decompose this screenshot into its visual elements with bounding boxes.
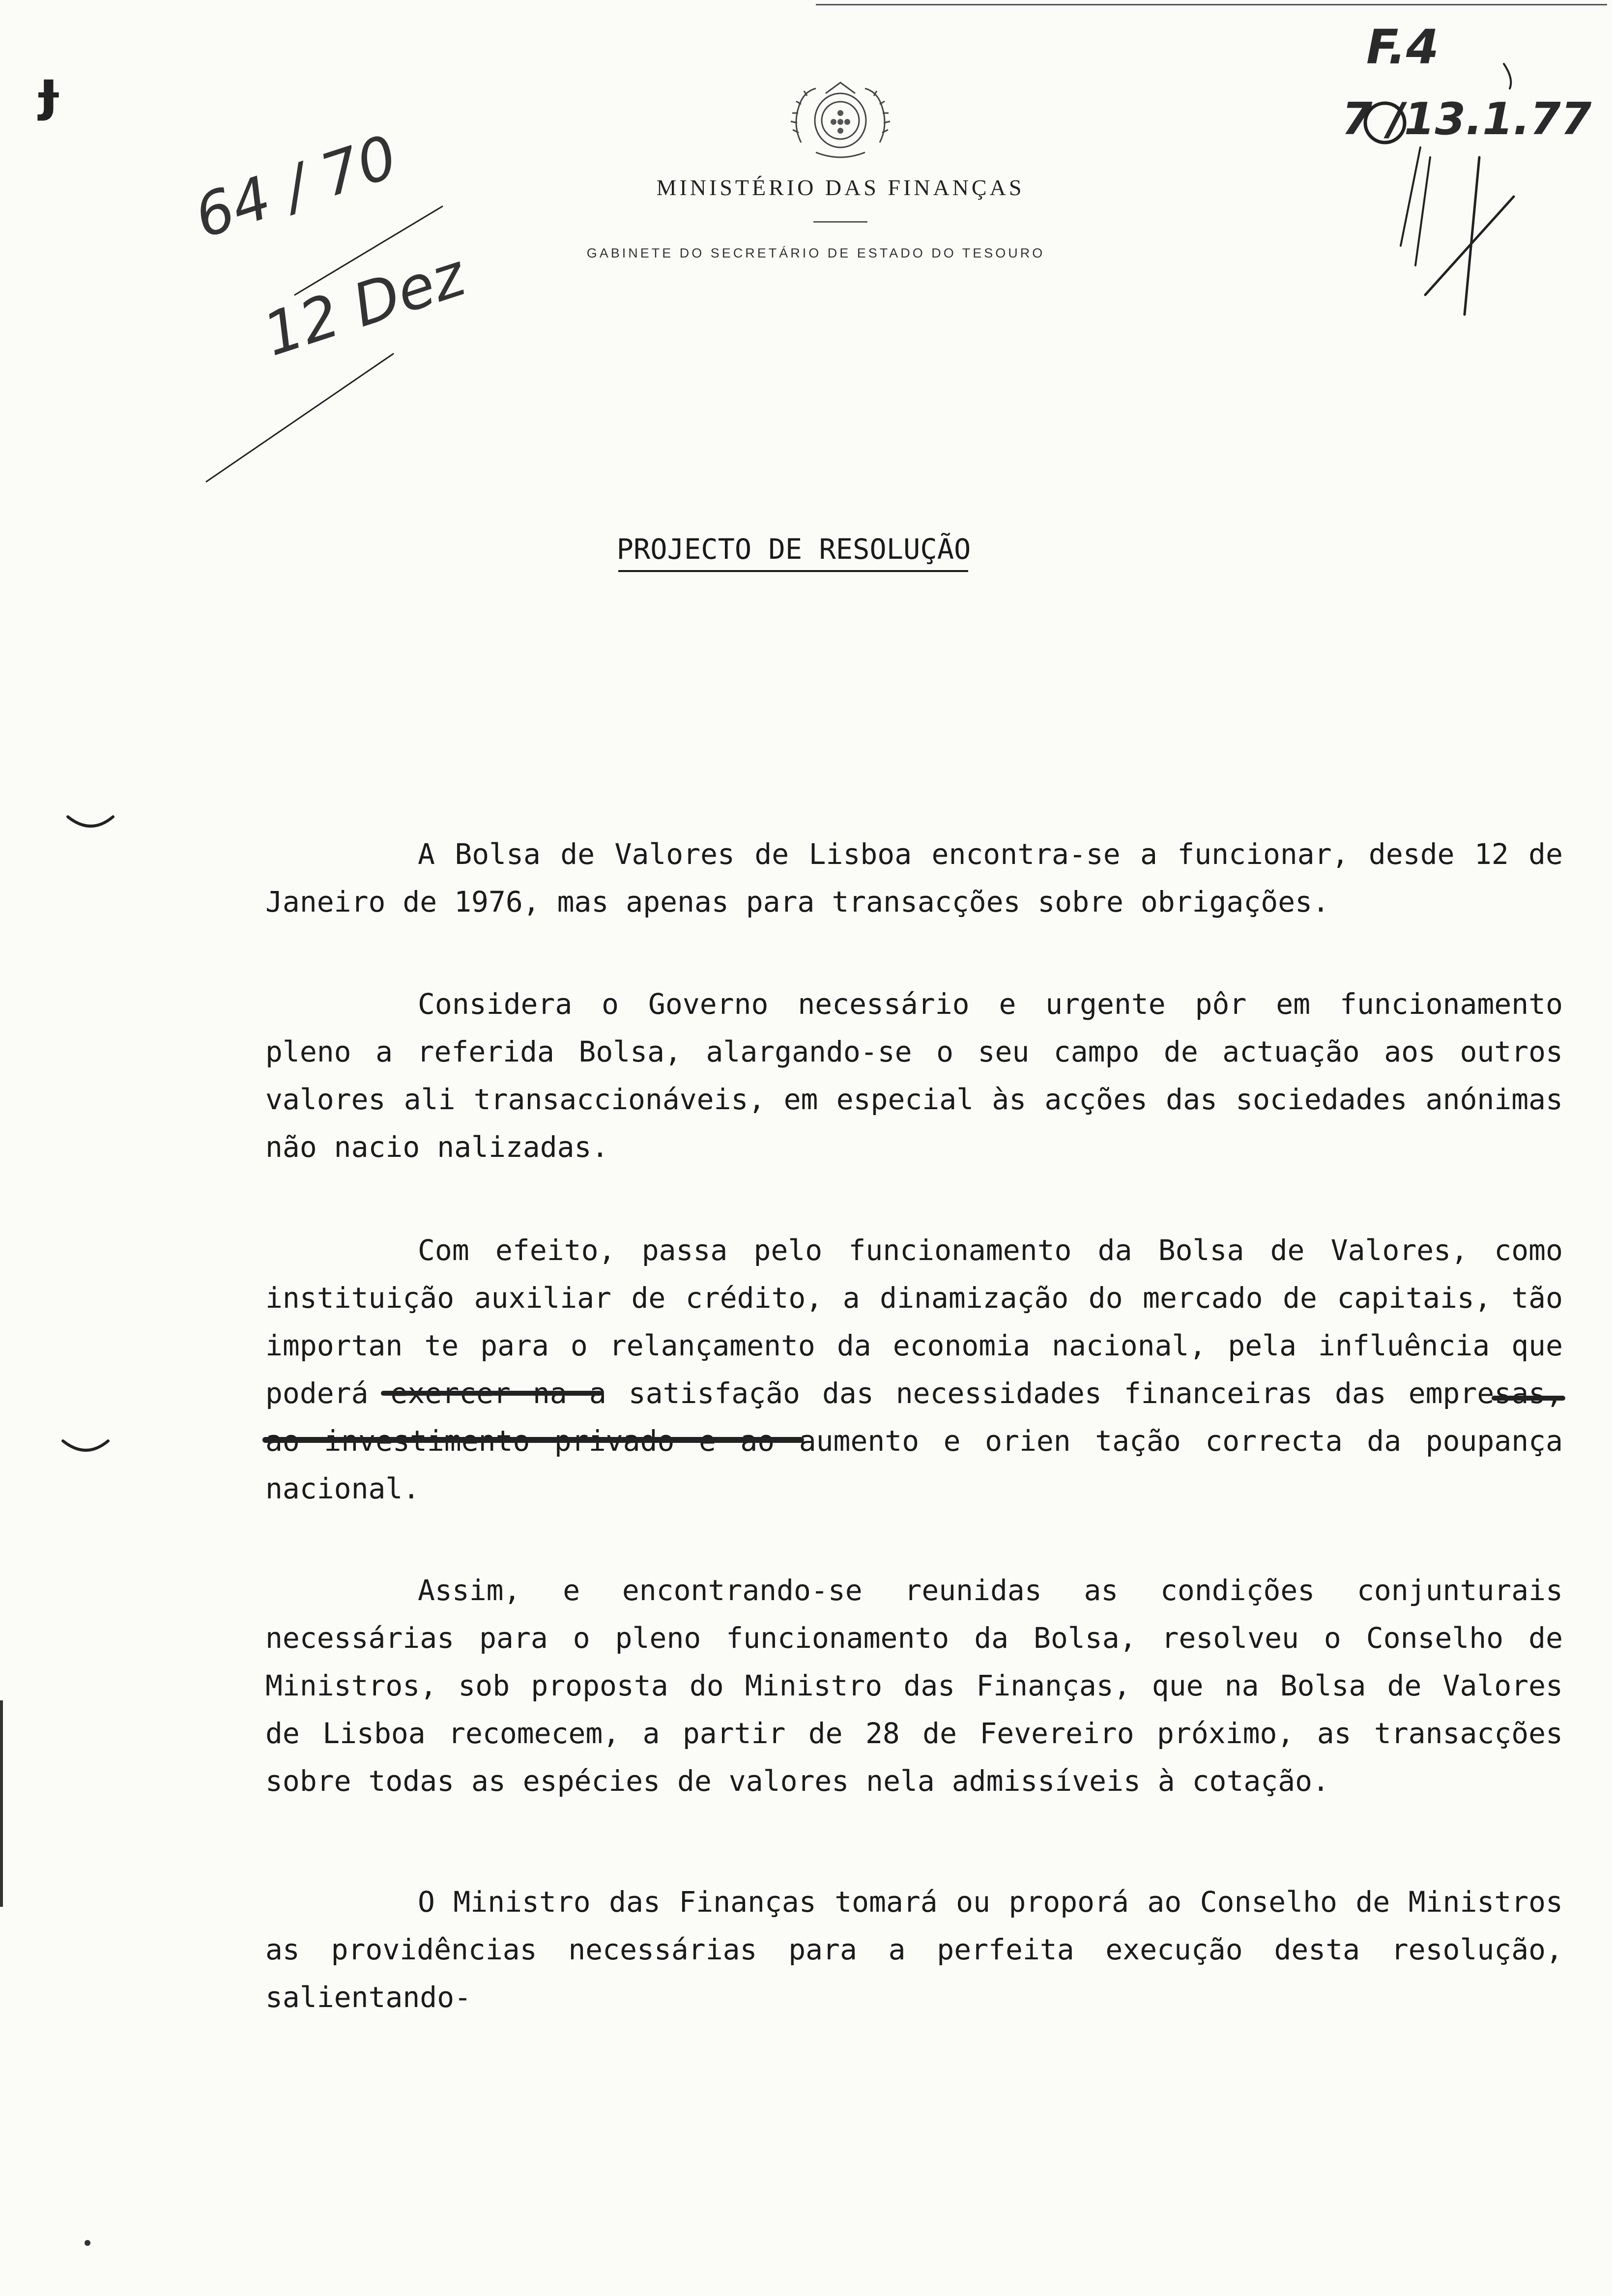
handwritten-note-1: 64 / 70 — [187, 122, 405, 252]
paragraph-2-text: Considera o Governo necessário e urgente pôr em funcionamento pleno a referida Bolsa, alargando-se o seu campo de actuação aos outros valores ali transaccionáveis, em especial às acções das sociedades anónimas não nacio nalizadas. — [265, 987, 1563, 1164]
paragraph-5-text: O Ministro das Finanças tomará ou proporá ao Conselho de Ministros as providências necessárias para a perfeita execução desta resolução, salientando- — [265, 1885, 1563, 2014]
strikethrough-marks — [256, 1371, 1583, 1469]
paragraph-1 — [265, 831, 1563, 926]
title-underline — [618, 570, 968, 572]
paragraph-5 — [265, 1878, 1563, 2021]
handwritten-reference: 7 /13.1.77 — [1342, 93, 1592, 145]
document-title: PROJECTO DE RESOLUÇÃO — [616, 533, 971, 566]
handwritten-slash-marks — [1356, 59, 1533, 334]
top-rule — [816, 4, 1607, 5]
punch-hole-mark-1 — [64, 811, 118, 840]
ministry-heading: MINISTÉRIO DAS FINANÇAS — [656, 175, 1025, 200]
heading-divider — [813, 221, 867, 223]
paragraph-4-text: Assim, e encontrando-se reunidas as condições conjunturais necessárias para o pleno funcionamento da Bolsa, resolveu o Conselho de Ministros, sob proposta do Ministro das Finanças, que na Bolsa de Valores de Lisboa recomecem, a partir de 28 de Fevereiro próximo, as transacções sobre todas as espécies de valores nela admissíveis à cotação. — [265, 1574, 1563, 1798]
paragraph-1-text: A Bolsa de Valores de Lisboa encontra-se a funcionar, desde 12 de Janeiro de 1976, mas apenas para transacções sobre obrigações. — [265, 837, 1563, 918]
paragraph-3 — [265, 1227, 1563, 1513]
handwritten-slash-lines — [187, 147, 462, 501]
margin-edge-line — [0, 1700, 3, 1907]
coat-of-arms-icon — [786, 79, 894, 162]
paragraph-4 — [265, 1567, 1563, 1805]
handwritten-note-2: 12 Dez — [256, 241, 473, 370]
paragraph-3-text: Com efeito, passa pelo funcionamento da Bolsa de Valores, como instituição auxiliar de crédito, a dinamização do mercado de capitais, tão importan te para o relançamento da economia nacional, pela influência que poderá exercer na a satisfação das necessidades financeiras das empresas, ao investimento privado e ao aumento e orien tação correcta da poupança nacional. — [265, 1234, 1563, 1505]
page-dot — [85, 2240, 90, 2246]
punch-hole-mark-2 — [59, 1435, 113, 1464]
margin-mark-top: ɟ — [39, 59, 58, 122]
cabinet-subheading: GABINETE DO SECRETÁRIO DE ESTADO DO TESOURO — [586, 246, 1045, 260]
paragraph-2 — [265, 980, 1563, 1171]
handwritten-code: F.4 — [1366, 20, 1439, 75]
